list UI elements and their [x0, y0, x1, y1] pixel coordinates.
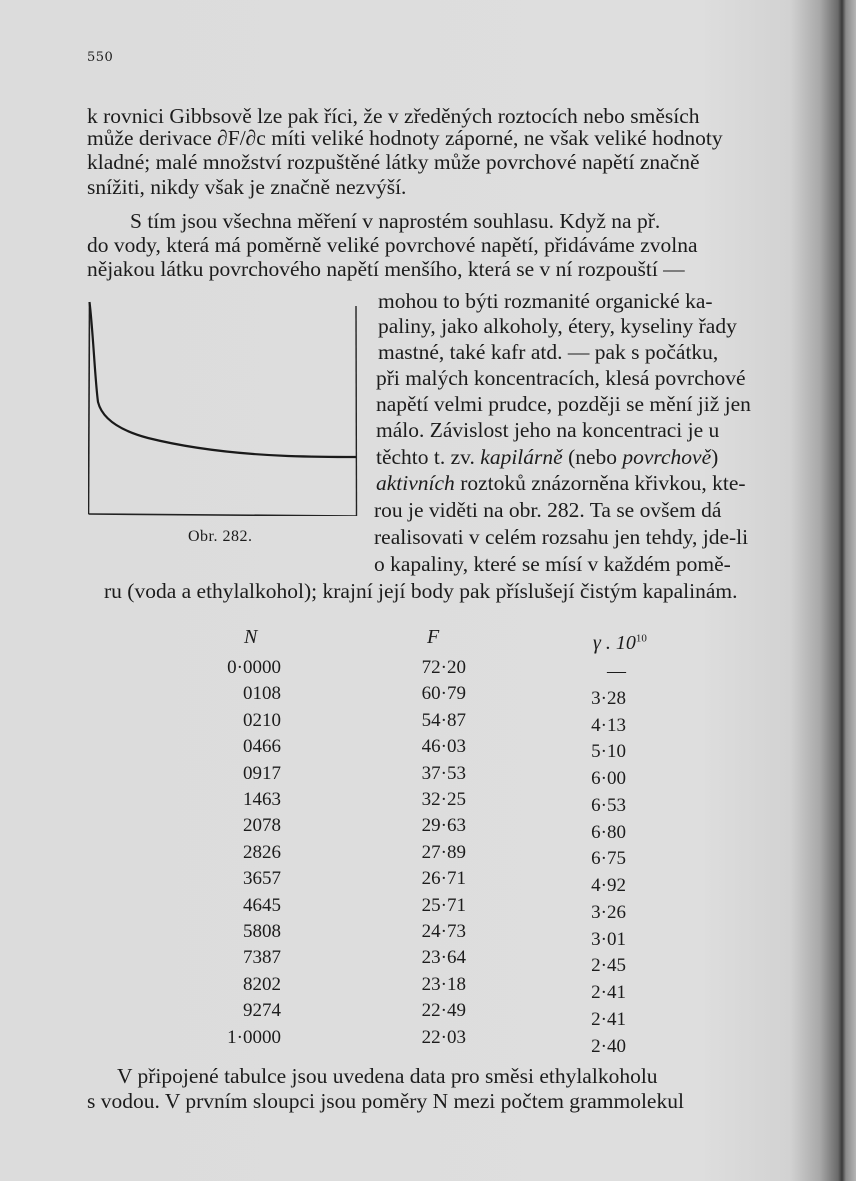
column-header-f: F	[427, 626, 440, 648]
cell-n: 1·0000	[227, 1026, 281, 1048]
text-line: při malých koncentracích, klesá povrchové	[376, 366, 746, 390]
cell-n: 8202	[243, 973, 281, 995]
cell-f: 25·71	[421, 894, 466, 916]
text-line: kladné; malé množství rozpuštěné látky může povrchové napětí značně	[87, 150, 700, 174]
cell-f: 37·53	[421, 762, 466, 784]
cell-f: 60·79	[421, 683, 466, 705]
cell-gamma: —	[607, 661, 626, 682]
cell-gamma: 6·80	[591, 821, 626, 843]
gamma-label: γ . 10	[593, 632, 636, 654]
cell-n: 2826	[243, 841, 281, 863]
cell-f: 29·63	[421, 815, 466, 837]
cell-gamma: 6·53	[591, 794, 626, 816]
text-line: nějakou látku povrchového napětí menšího, která se v ní rozpouští —	[87, 257, 685, 281]
cell-n: 1463	[243, 789, 281, 810]
figure-caption: Obr. 282.	[188, 528, 253, 545]
cell-n: 0108	[243, 683, 281, 705]
text-line: málo. Závislost jeho na koncentraci je u	[376, 418, 720, 442]
italic-term: kapilárně	[480, 445, 563, 469]
cell-n: 0210	[243, 709, 281, 731]
cell-f: 22·49	[421, 1000, 466, 1022]
italic-term: aktivních	[376, 471, 455, 495]
text-span: roztoků znázorněna křivkou, kte-	[454, 471, 746, 495]
cell-f: 23·64	[421, 947, 466, 969]
cell-gamma: 2·45	[591, 955, 626, 977]
cell-gamma: 2·41	[591, 1008, 626, 1030]
cell-n: 2078	[243, 815, 281, 837]
cell-f: 27·89	[421, 841, 466, 863]
text-line: s vodou. V prvním sloupci jsou poměry N mezi počtem grammolekul	[87, 1089, 684, 1113]
cell-gamma: 5·10	[591, 741, 626, 763]
text-line: napětí velmi prudce, později se mění již jen	[376, 392, 751, 416]
text-line: rou je viděti na obr. 282. Ta se ovšem dá	[374, 498, 722, 522]
cell-f: 72·20	[421, 657, 466, 678]
cell-f: 22·03	[421, 1026, 466, 1048]
cell-f: 24·73	[421, 921, 466, 942]
cell-n: 9274	[243, 1000, 281, 1022]
text-line-content: k rovnici Gibbsově lze pak říci, že v zředěných roztocích nebo směsích	[87, 104, 700, 128]
text-line: může derivace ∂F/∂c míti veliké hodnoty záporné, ne však veliké hodnoty	[87, 126, 723, 150]
text-line: paliny, jako alkoholy, étery, kyseliny řady	[378, 314, 737, 338]
text-line	[87, 105, 815, 127]
cell-n: 4645	[243, 894, 281, 916]
cell-gamma: 3·28	[591, 687, 626, 709]
cell-n: 0·0000	[227, 657, 281, 678]
cell-n: 0917	[243, 762, 281, 784]
text-line: S tím jsou všechna měření v naprostém souhlasu. Když na př.	[130, 209, 661, 233]
cell-n: 0466	[243, 736, 281, 758]
cell-gamma: 4·13	[591, 714, 626, 736]
text-line	[376, 446, 718, 468]
cell-gamma: 6·75	[591, 848, 626, 870]
cell-f: 54·87	[421, 709, 466, 731]
cell-gamma: 2·40	[591, 1035, 626, 1057]
cell-n: 7387	[243, 947, 281, 969]
cell-gamma: 3·26	[591, 901, 626, 923]
cell-n: 5808	[243, 921, 281, 942]
text-line: snížiti, nikdy však je značně nezvýší.	[87, 175, 407, 199]
text-span: )	[711, 445, 719, 469]
text-line: do vody, která má poměrně veliké povrchové napětí, přidáváme zvolna	[87, 233, 698, 257]
column-header-n: N	[244, 626, 258, 648]
text-line: V připojené tabulce jsou uvedena data pro směsi ethylalkoholu	[117, 1064, 658, 1088]
cell-gamma: 6·00	[591, 768, 626, 789]
cell-f: 32·25	[421, 789, 466, 810]
text-span: (nebo	[562, 445, 623, 469]
text-span: těchto t. zv.	[376, 445, 481, 469]
gamma-exponent: 10	[635, 632, 647, 645]
cell-n: 3657	[243, 868, 281, 890]
text-line: mohou to býti rozmanité organické ka-	[378, 289, 713, 313]
text-line: mastné, také kafr atd. — pak s počátku,	[378, 340, 719, 364]
cell-gamma: 3·01	[591, 928, 626, 950]
cell-gamma: 2·41	[591, 982, 626, 1003]
figure-282-curve	[88, 300, 358, 516]
cell-f: 46·03	[421, 736, 466, 758]
cell-f: 23·18	[421, 973, 466, 995]
text-line: realisovati v celém rozsahu jen tehdy, jde-li	[374, 525, 749, 549]
italic-term: povrchově	[622, 445, 712, 469]
page-number: 550	[87, 50, 114, 65]
text-line: ru (voda a ethylalkohol); krajní její body pak příslušejí čistým kapalinám.	[104, 579, 738, 603]
cell-f: 26·71	[421, 868, 466, 890]
column-header-gamma	[593, 632, 647, 655]
text-line: o kapaliny, které se mísí v každém pomě-	[374, 552, 731, 576]
cell-gamma: 4·92	[591, 875, 626, 896]
text-line	[376, 472, 746, 494]
surface-tension-curve-icon	[88, 300, 358, 516]
